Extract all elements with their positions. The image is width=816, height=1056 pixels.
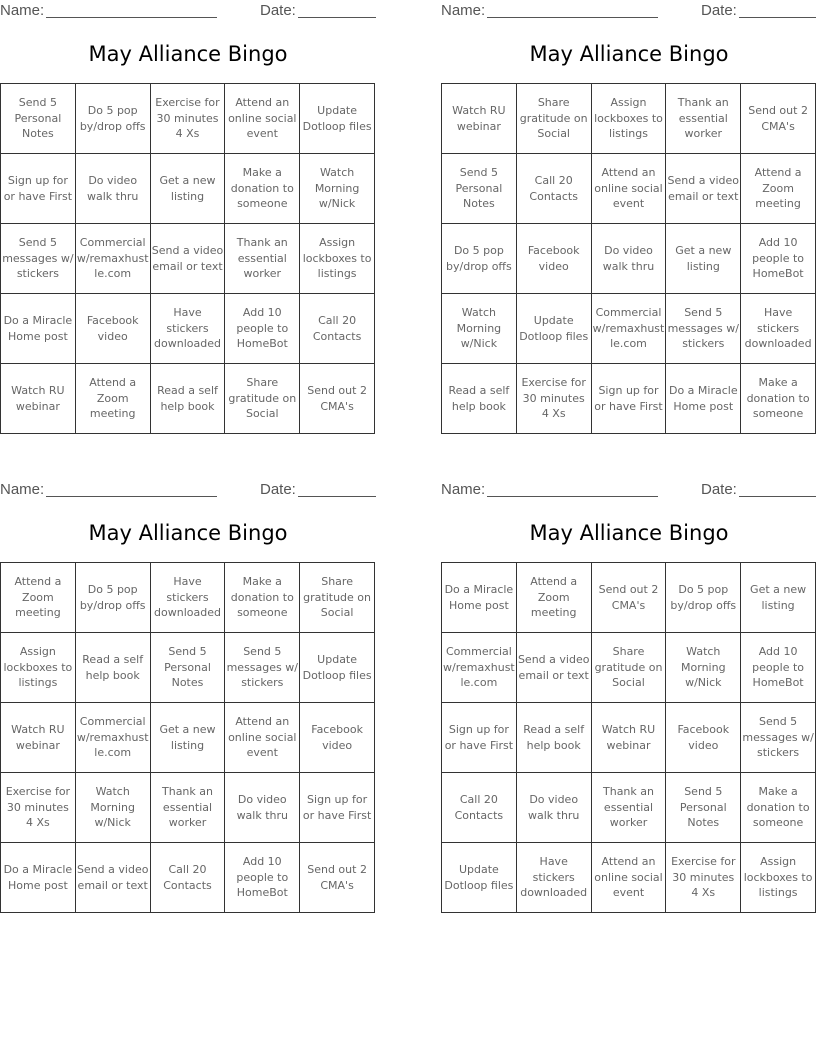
bingo-cell[interactable]: Facebook video: [76, 294, 151, 364]
bingo-cell[interactable]: Share gratitude on Social: [225, 364, 300, 434]
bingo-cell[interactable]: Send 5 messages w/ stickers: [666, 294, 741, 364]
bingo-cell[interactable]: Facebook video: [666, 703, 741, 773]
bingo-cell[interactable]: Commercialw/remaxhustle.com: [442, 633, 517, 703]
name-label: Name:: [441, 2, 486, 19]
bingo-cell[interactable]: Share gratitude on Social: [300, 563, 375, 633]
bingo-grid: [0, 562, 375, 913]
bingo-grid: [441, 83, 816, 434]
bingo-cell[interactable]: Have stickers downloaded: [151, 563, 226, 633]
date-field[interactable]: [298, 17, 376, 18]
bingo-cell[interactable]: Watch RU webinar: [1, 703, 76, 773]
bingo-cell[interactable]: Sign up for or have First: [592, 364, 667, 434]
bingo-cell[interactable]: Attend a Zoom meeting: [1, 563, 76, 633]
bingo-cell[interactable]: Do 5 pop by/drop offs: [666, 563, 741, 633]
bingo-cell[interactable]: Update Dotloop files: [517, 294, 592, 364]
bingo-cell[interactable]: Attend an online social event: [225, 84, 300, 154]
bingo-cell[interactable]: Do a Miracle Home post: [442, 563, 517, 633]
bingo-cell[interactable]: Exercise for 30 minutes 4 Xs: [151, 84, 226, 154]
bingo-cell[interactable]: Do video walk thru: [76, 154, 151, 224]
name-field[interactable]: [487, 496, 658, 497]
bingo-cell[interactable]: Assign lockboxes to listings: [300, 224, 375, 294]
bingo-cell[interactable]: Assign lockboxes to listings: [741, 843, 816, 913]
name-label: Name:: [441, 481, 486, 498]
bingo-cell[interactable]: Do 5 pop by/drop offs: [76, 84, 151, 154]
date-label: Date:: [701, 481, 737, 498]
bingo-cell[interactable]: Do a Miracle Home post: [666, 364, 741, 434]
bingo-cell[interactable]: Send 5 Personal Notes: [666, 773, 741, 843]
bingo-cell[interactable]: Send out 2 CMA's: [741, 84, 816, 154]
name-label: Name:: [0, 2, 45, 19]
bingo-cell[interactable]: Make a donation to someone: [741, 773, 816, 843]
bingo-cell[interactable]: Do a Miracle Home post: [1, 294, 76, 364]
bingo-cell[interactable]: Make a donation to someone: [225, 563, 300, 633]
bingo-grid: [0, 83, 375, 434]
bingo-cell[interactable]: Sign up for or have First: [442, 703, 517, 773]
bingo-cell[interactable]: Update Dotloop files: [442, 843, 517, 913]
bingo-cell[interactable]: Attend an online social event: [225, 703, 300, 773]
bingo-cell[interactable]: Send out 2 CMA's: [300, 364, 375, 434]
bingo-cell[interactable]: Attend a Zoom meeting: [741, 154, 816, 224]
bingo-cell[interactable]: Get a new listing: [151, 703, 226, 773]
bingo-cell[interactable]: Call 20 Contacts: [442, 773, 517, 843]
bingo-cell[interactable]: Do video walk thru: [592, 224, 667, 294]
bingo-cell[interactable]: Do 5 pop by/drop offs: [76, 563, 151, 633]
bingo-cell[interactable]: Have stickers downloaded: [151, 294, 226, 364]
bingo-cell[interactable]: Commercialw/remaxhustle.com: [76, 703, 151, 773]
bingo-cell[interactable]: Watch Morning w/Nick: [76, 773, 151, 843]
bingo-cell[interactable]: Send 5 Personal Notes: [442, 154, 517, 224]
bingo-cell[interactable]: Make a donation to someone: [741, 364, 816, 434]
name-field[interactable]: [487, 17, 658, 18]
card-header: [0, 479, 376, 499]
name-field[interactable]: [46, 17, 217, 18]
bingo-grid: [441, 562, 816, 913]
card-header: [0, 0, 376, 20]
card-title: May Alliance Bingo: [529, 42, 729, 66]
card-title: May Alliance Bingo: [529, 521, 729, 545]
bingo-cell[interactable]: Add 10 people to HomeBot: [225, 843, 300, 913]
bingo-cell[interactable]: Update Dotloop files: [300, 633, 375, 703]
date-field[interactable]: [739, 496, 816, 497]
bingo-cell[interactable]: Watch RU webinar: [1, 364, 76, 434]
bingo-cell[interactable]: Share gratitude on Social: [592, 633, 667, 703]
bingo-cell[interactable]: Sign up for or have First: [300, 773, 375, 843]
bingo-cell[interactable]: Attend a Zoom meeting: [517, 563, 592, 633]
bingo-cell[interactable]: Read a self help book: [442, 364, 517, 434]
bingo-cell[interactable]: Commercialw/remaxhustle.com: [592, 294, 667, 364]
bingo-cell[interactable]: Make a donation to someone: [225, 154, 300, 224]
name-label: Name:: [0, 481, 45, 498]
date-label: Date:: [701, 2, 737, 19]
bingo-cell[interactable]: Send 5 Personal Notes: [151, 633, 226, 703]
bingo-cell[interactable]: Thank an essential worker: [592, 773, 667, 843]
bingo-cell[interactable]: Watch RU webinar: [592, 703, 667, 773]
bingo-cell[interactable]: Send 5 messages w/ stickers: [741, 703, 816, 773]
bingo-cell[interactable]: Watch RU webinar: [442, 84, 517, 154]
bingo-cell[interactable]: Exercise for 30 minutes 4 Xs: [1, 773, 76, 843]
bingo-cell[interactable]: Do a Miracle Home post: [1, 843, 76, 913]
bingo-cell[interactable]: Assign lockboxes to listings: [1, 633, 76, 703]
card-header: [441, 479, 816, 499]
bingo-cell[interactable]: Get a new listing: [666, 224, 741, 294]
bingo-cell[interactable]: Watch Morning w/Nick: [666, 633, 741, 703]
bingo-cell[interactable]: Update Dotloop files: [300, 84, 375, 154]
bingo-cell[interactable]: Call 20 Contacts: [517, 154, 592, 224]
date-field[interactable]: [298, 496, 376, 497]
bingo-cell[interactable]: Thank an essential worker: [151, 773, 226, 843]
bingo-cell[interactable]: Facebook video: [300, 703, 375, 773]
bingo-cell[interactable]: Send a video email or text: [76, 843, 151, 913]
name-field[interactable]: [46, 496, 217, 497]
bingo-cell[interactable]: Sign up for or have First: [1, 154, 76, 224]
date-label: Date:: [260, 481, 296, 498]
bingo-cell[interactable]: Send a video email or text: [517, 633, 592, 703]
card-title: May Alliance Bingo: [88, 42, 288, 66]
bingo-cell[interactable]: Thank an essential worker: [666, 84, 741, 154]
bingo-cell[interactable]: Watch Morning w/Nick: [300, 154, 375, 224]
bingo-cell[interactable]: Have stickers downloaded: [517, 843, 592, 913]
bingo-cell[interactable]: Assign lockboxes to listings: [592, 84, 667, 154]
bingo-cell[interactable]: Send 5 Personal Notes: [1, 84, 76, 154]
bingo-cell[interactable]: Send a video email or text: [666, 154, 741, 224]
bingo-cell[interactable]: Attend a Zoom meeting: [76, 364, 151, 434]
bingo-cell[interactable]: Read a self help book: [76, 633, 151, 703]
bingo-cell[interactable]: Get a new listing: [741, 563, 816, 633]
bingo-cell[interactable]: Send 5 messages w/ stickers: [1, 224, 76, 294]
bingo-cell[interactable]: Add 10 people to HomeBot: [741, 633, 816, 703]
bingo-cell[interactable]: Attend an online social event: [592, 843, 667, 913]
bingo-cell[interactable]: Commercialw/remaxhustle.com: [76, 224, 151, 294]
bingo-cell[interactable]: Read a self help book: [151, 364, 226, 434]
bingo-cell[interactable]: Do video walk thru: [517, 773, 592, 843]
bingo-cell[interactable]: Send a video email or text: [151, 224, 226, 294]
bingo-cell[interactable]: Do 5 pop by/drop offs: [442, 224, 517, 294]
bingo-cell[interactable]: Add 10 people to HomeBot: [741, 224, 816, 294]
bingo-cell[interactable]: Exercise for 30 minutes 4 Xs: [517, 364, 592, 434]
bingo-cell[interactable]: Send 5 messages w/ stickers: [225, 633, 300, 703]
bingo-cell[interactable]: Facebook video: [517, 224, 592, 294]
bingo-cell[interactable]: Watch Morning w/Nick: [442, 294, 517, 364]
date-label: Date:: [260, 2, 296, 19]
bingo-cell[interactable]: Call 20 Contacts: [151, 843, 226, 913]
bingo-cell[interactable]: Do video walk thru: [225, 773, 300, 843]
bingo-cell[interactable]: Call 20 Contacts: [300, 294, 375, 364]
bingo-cell[interactable]: Get a new listing: [151, 154, 226, 224]
bingo-cell[interactable]: Read a self help book: [517, 703, 592, 773]
bingo-cell[interactable]: Add 10 people to HomeBot: [225, 294, 300, 364]
bingo-cell[interactable]: Send out 2 CMA's: [592, 563, 667, 633]
bingo-cell[interactable]: Attend an online social event: [592, 154, 667, 224]
bingo-cell[interactable]: Have stickers downloaded: [741, 294, 816, 364]
card-title: May Alliance Bingo: [88, 521, 288, 545]
bingo-cell[interactable]: Send out 2 CMA's: [300, 843, 375, 913]
date-field[interactable]: [739, 17, 816, 18]
bingo-cell[interactable]: Exercise for 30 minutes 4 Xs: [666, 843, 741, 913]
bingo-cell[interactable]: Share gratitude on Social: [517, 84, 592, 154]
bingo-cell[interactable]: Thank an essential worker: [225, 224, 300, 294]
card-header: [441, 0, 816, 20]
